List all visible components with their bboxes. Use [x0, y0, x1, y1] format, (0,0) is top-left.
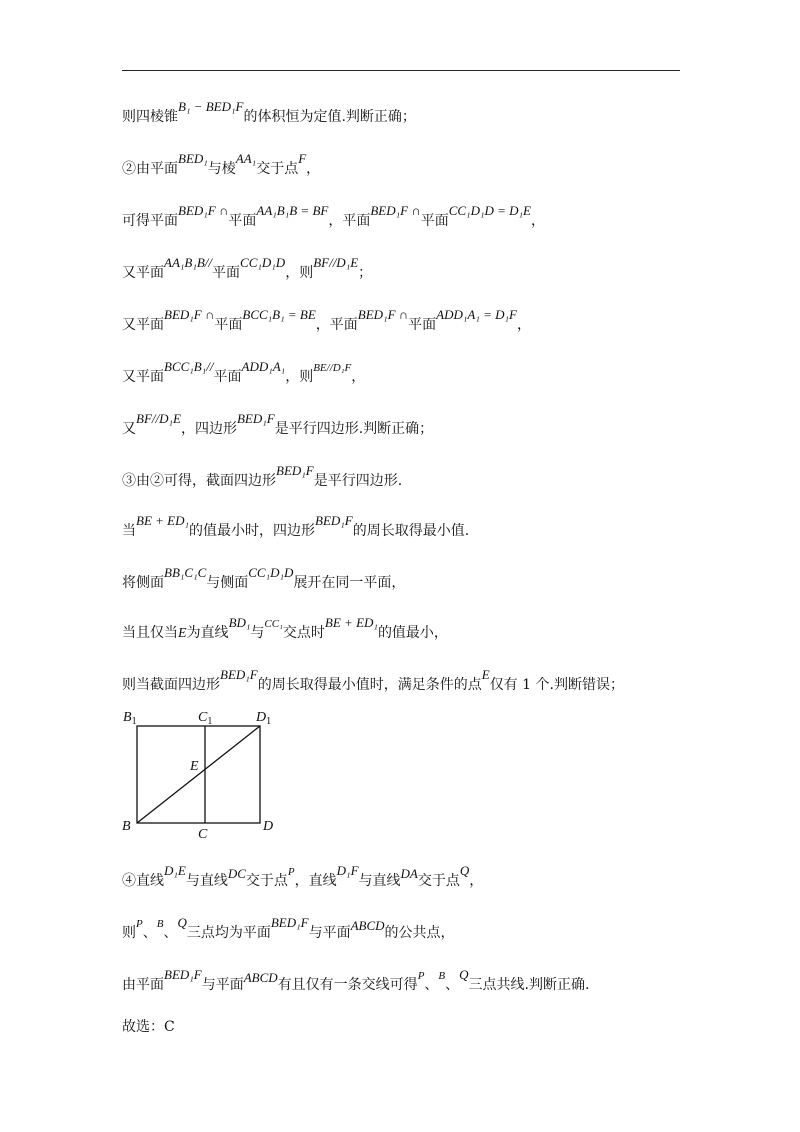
text-line-8 — [122, 463, 403, 490]
math-expression: BE + ED₁ — [136, 513, 190, 528]
math-expression: D₁F — [336, 863, 359, 878]
text: ； — [358, 265, 373, 281]
text: 交于点 — [256, 161, 299, 177]
math-expression: BED₁F — [315, 513, 353, 528]
text: ②由平面 — [122, 161, 178, 177]
math-expression: BED₁F — [236, 411, 275, 426]
math-expression: BED₁F — [276, 463, 314, 478]
text-line-14 — [122, 915, 455, 942]
label-d: D — [263, 819, 274, 834]
text: 的周长取得最小值时，满足条件的点 — [257, 677, 482, 693]
text: ， — [306, 161, 321, 177]
math-expression: BED₁F — [220, 667, 258, 682]
text: 可得平面 — [122, 213, 178, 229]
text: 当且仅当 — [122, 625, 178, 641]
math-expression: CC₁D₁D — [248, 565, 294, 580]
text: ，平面 — [315, 317, 358, 333]
text: 与平面 — [308, 925, 351, 941]
text: ④直线 — [122, 873, 164, 889]
text: 则当截面四边形 — [122, 677, 220, 693]
text-line-13 — [122, 863, 484, 890]
text: 交点时 — [282, 625, 325, 641]
text: 仅有 1 个.判断错误； — [489, 677, 624, 693]
text: 为直线 — [186, 625, 229, 641]
text: 平面 — [214, 317, 243, 333]
text: ，四边形 — [180, 421, 237, 437]
math-expression: BF//D₁E — [313, 255, 359, 270]
unfolded-faces-figure — [118, 702, 298, 842]
math-expression: AA₁B₁B = BF — [256, 203, 329, 218]
text: 是平行四边形. — [313, 473, 403, 489]
text: 展开在同一平面， — [293, 575, 406, 591]
text: 有且仅有一条交线可得 — [277, 977, 418, 993]
text: 平面 — [213, 369, 242, 385]
text: 、 — [424, 977, 439, 993]
math-expression: CC₁ — [264, 618, 283, 630]
text: 的周长取得最小值. — [352, 523, 470, 539]
math-expression: BED₁ — [178, 151, 208, 166]
text: 又平面 — [122, 265, 164, 281]
text: 又平面 — [122, 369, 164, 385]
text-line-3 — [122, 203, 545, 230]
text-line-10 — [122, 565, 406, 592]
math-expression: BE + ED₁ — [324, 615, 378, 630]
math-expression: BCC₁B₁// — [164, 359, 214, 374]
text-line-12 — [122, 667, 624, 694]
math-expression: CC₁D₁D — [240, 255, 286, 270]
math-expression: CC₁D₁D = D₁E — [448, 203, 531, 218]
math-expression: BB₁C₁C — [164, 565, 207, 580]
math-expression: E — [481, 667, 490, 682]
label-c: C — [198, 827, 208, 842]
label-e: E — [190, 759, 199, 774]
math-expression: ABCD — [243, 970, 278, 985]
text: ，直线 — [294, 873, 337, 889]
math-expression: F — [298, 151, 307, 166]
math-expression: BE//D₁F — [313, 362, 352, 374]
label-b1: $B_1$ — [123, 710, 137, 727]
text: 则四棱锥 — [122, 109, 178, 125]
text-line-7 — [122, 411, 434, 438]
text: ， — [531, 213, 545, 229]
text: 平面 — [228, 213, 257, 229]
text: ，则 — [285, 369, 314, 385]
math-expression: B — [438, 970, 446, 982]
text: 与 — [250, 625, 265, 641]
text: 平面 — [420, 213, 449, 229]
math-expression: BD₁ — [228, 615, 251, 630]
text: ， — [517, 317, 531, 333]
math-expression: E — [178, 626, 187, 641]
math-expression: ADD₁A₁ — [241, 359, 286, 374]
math-expression: Q — [459, 863, 470, 878]
text: 与侧面 — [206, 575, 249, 591]
label-c1: $C_1$ — [198, 710, 213, 727]
text: 交于点 — [245, 873, 288, 889]
text: 则 — [122, 925, 136, 941]
text: 与直线 — [185, 873, 228, 889]
text: ， — [351, 369, 366, 385]
math-expression: BF//D₁E — [136, 411, 181, 426]
math-expression: P — [287, 866, 295, 878]
math-expression: DA — [400, 866, 418, 881]
text: 又平面 — [122, 317, 164, 333]
math-expression: P — [136, 918, 143, 930]
math-expression: BED₁F — [270, 915, 309, 930]
math-expression: AA₁ — [235, 151, 257, 166]
text: 当 — [122, 523, 136, 539]
label-b: B — [122, 819, 131, 834]
text: 是平行四边形.判断正确； — [274, 421, 434, 437]
text: ，则 — [285, 265, 314, 281]
math-expression: BED₁F ∩ — [357, 307, 409, 322]
text: 与直线 — [358, 873, 401, 889]
text: 、 — [163, 925, 178, 941]
text-line-5 — [122, 307, 531, 334]
text: 将侧面 — [122, 575, 164, 591]
text: 与棱 — [207, 161, 236, 177]
label-d1: $D_1$ — [256, 710, 272, 727]
text: 交于点 — [417, 873, 460, 889]
text: 的值最小， — [377, 625, 448, 641]
text: ，平面 — [328, 213, 371, 229]
math-expression: B — [156, 918, 164, 930]
text: 的值最小时，四边形 — [189, 523, 316, 539]
text-line-15 — [122, 967, 590, 994]
math-expression: P — [417, 970, 425, 982]
text-line-11 — [122, 615, 448, 642]
math-expression: BED₁F ∩ — [370, 203, 421, 218]
text: 平面 — [408, 317, 437, 333]
text-line-1 — [122, 99, 416, 126]
math-expression: BED₁F ∩ — [178, 203, 229, 218]
text: 平面 — [212, 265, 241, 281]
text: 与平面 — [201, 977, 244, 993]
text: 三点均为平面 — [186, 925, 271, 941]
text: ， — [469, 873, 484, 889]
math-expression: AA₁B₁B// — [164, 255, 213, 270]
math-expression: B₁ − BED₁F — [178, 99, 244, 114]
text: 、 — [445, 977, 460, 993]
text: 由平面 — [122, 977, 164, 993]
math-expression: D₁E — [164, 863, 186, 878]
math-expression: BCC₁B₁ = BE — [242, 307, 316, 322]
math-expression: ADD₁A₁ = D₁F — [436, 307, 517, 322]
text: 、 — [142, 925, 157, 941]
math-expression: BED₁F ∩ — [164, 307, 215, 322]
text: 故选：C — [122, 1019, 175, 1035]
text: ③由②可得，截面四边形 — [122, 473, 276, 489]
text-line-2 — [122, 151, 321, 178]
text-line-9 — [122, 513, 470, 540]
math-expression: DC — [227, 866, 246, 881]
text: 的体积恒为定值.判断正确； — [243, 109, 416, 125]
text: 三点共线.判断正确. — [468, 977, 590, 993]
math-expression: Q — [459, 967, 469, 982]
text-line-16 — [122, 1016, 175, 1036]
text: 又 — [122, 421, 136, 437]
segment-b-d1 — [137, 726, 260, 823]
math-expression: BED₁F — [164, 967, 202, 982]
text-line-4 — [122, 255, 373, 282]
text: 的公共点， — [384, 925, 455, 941]
text-line-6 — [122, 359, 366, 386]
math-expression: ABCD — [350, 918, 385, 933]
math-expression: Q — [177, 915, 187, 930]
header-rule — [122, 70, 680, 71]
